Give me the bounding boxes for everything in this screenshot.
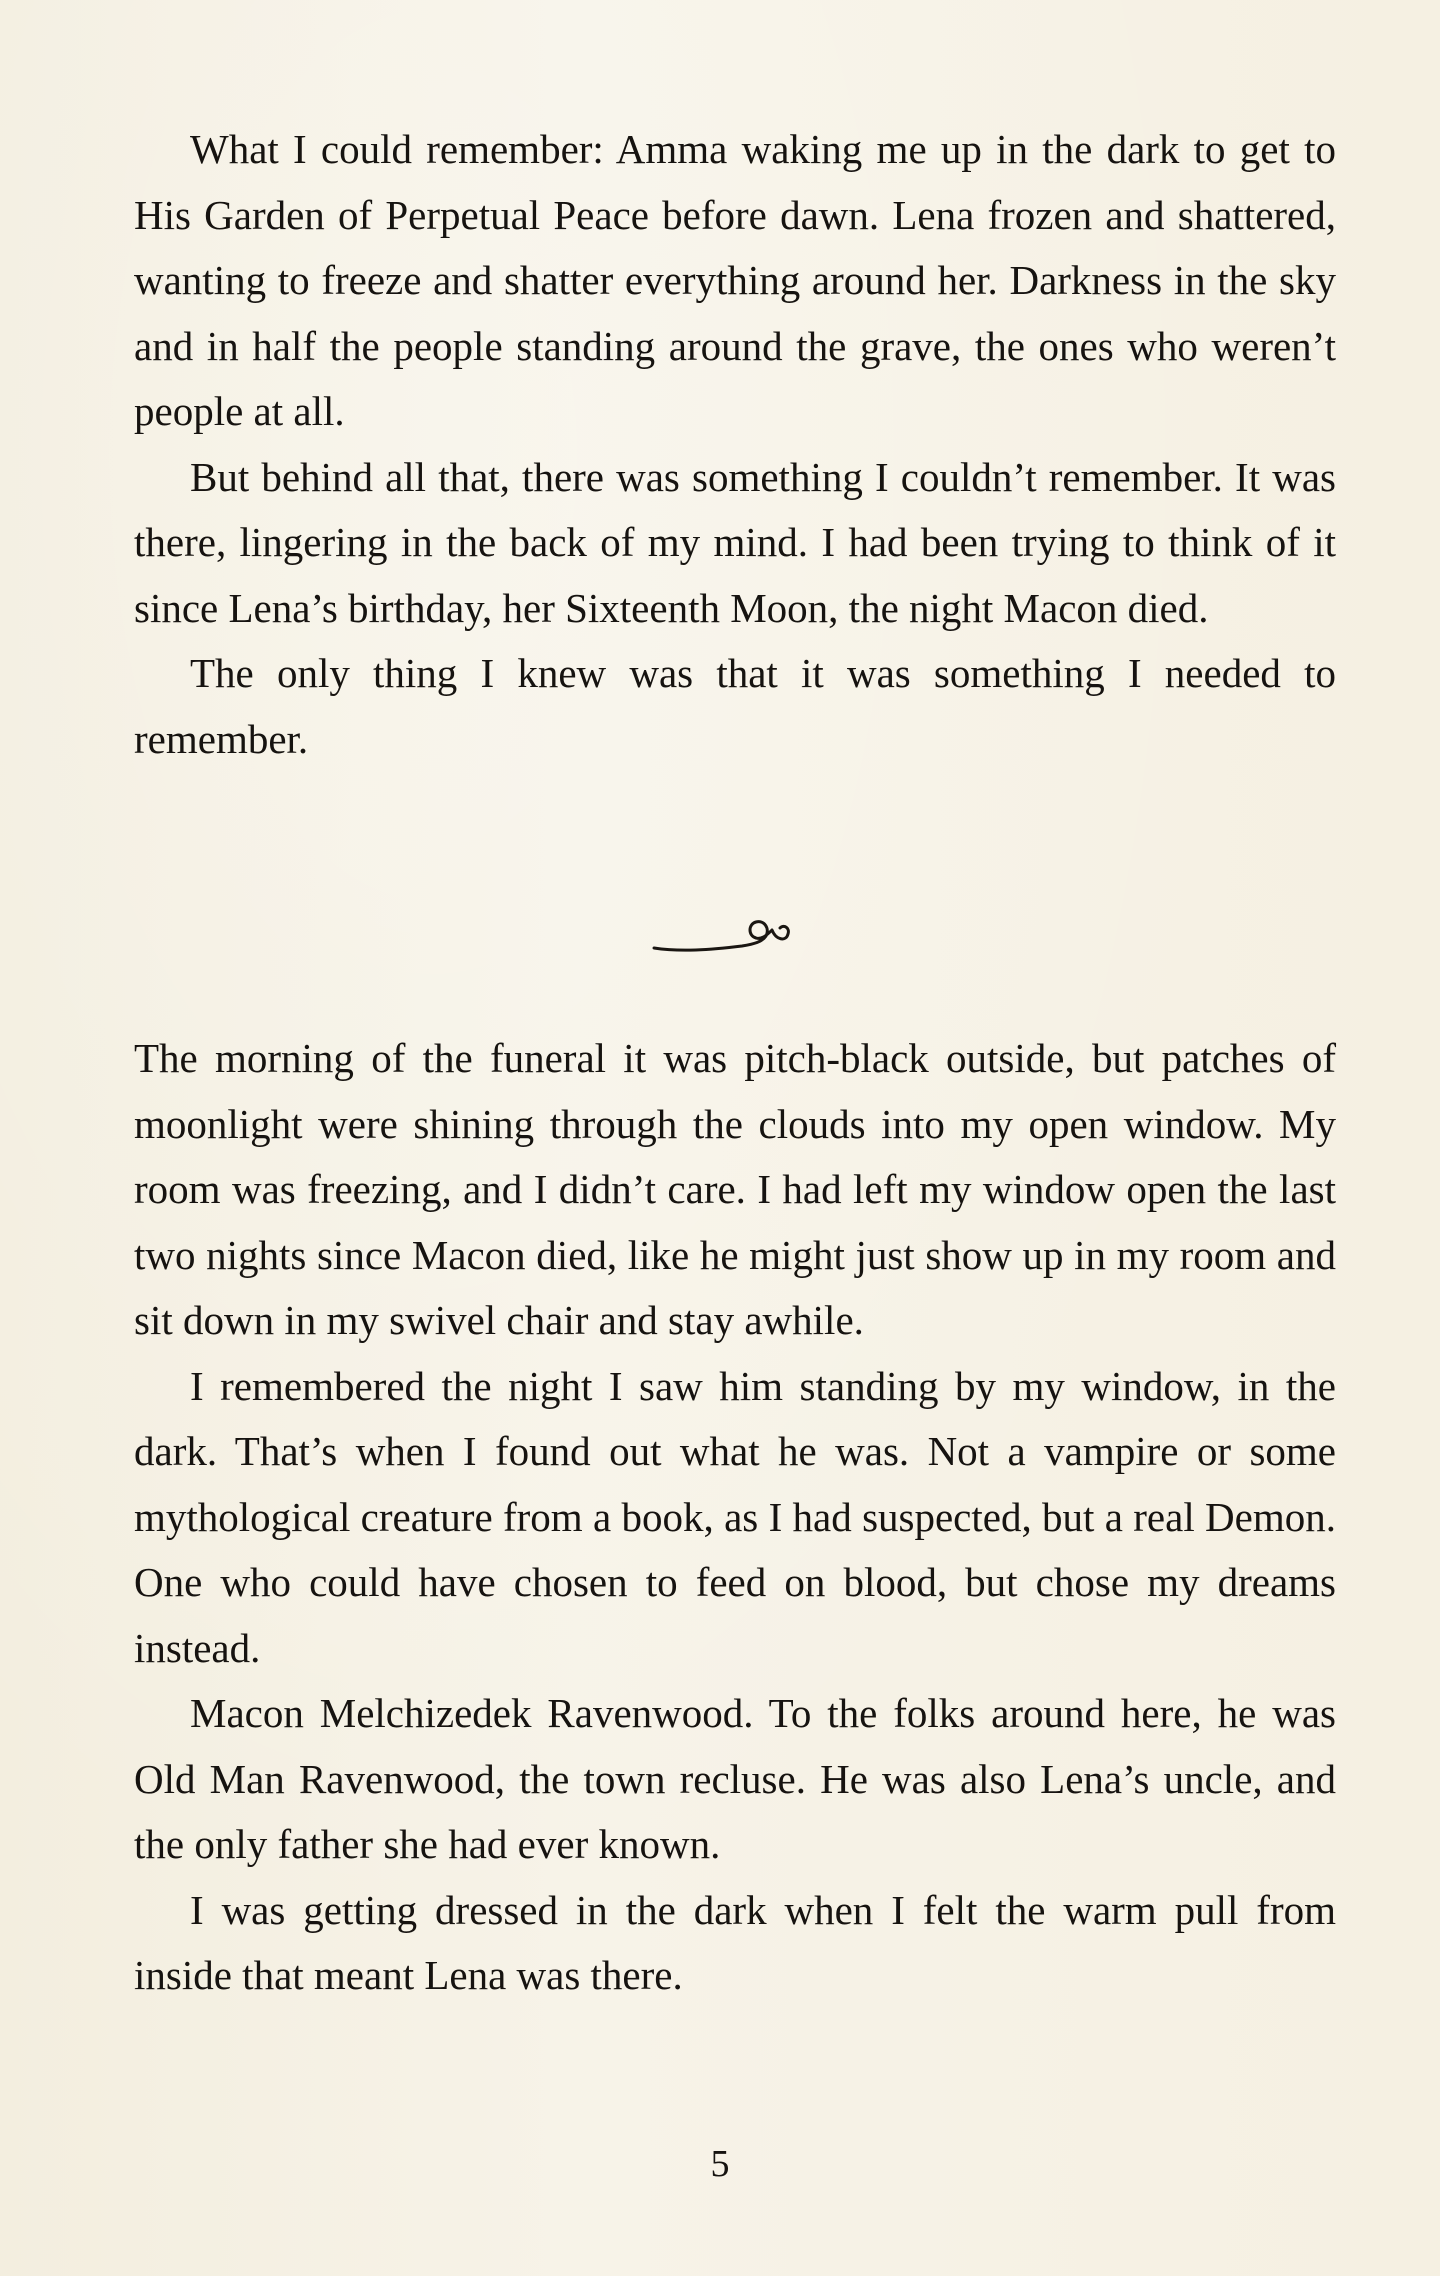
paragraph: What I could remember: Amma waking me up in the dark to get to His Garden of Perpetual Peace before dawn. Lena frozen and shattered, wanting to freeze and shatter everything around her. Darkness in the sky and in half the people standing around the grave, the ones who weren’t people at all. [134, 126, 1336, 434]
section-two [134, 1026, 1336, 2009]
scroll-flourish-icon [650, 912, 800, 958]
paragraph: But behind all that, there was something I couldn’t remember. It was there, lingering in the back of my mind. I had been trying to think of it since Lena’s birthday, her Sixteenth Moon, the night Macon died. [134, 453, 1336, 631]
paragraph: I was getting dressed in the dark when I felt the warm pull from inside that meant Lena was there. [134, 1886, 1336, 1998]
paragraph: The morning of the funeral it was pitch-black outside, but patches of moonlight were shining through the clouds into my open window. My room was freezing, and I didn’t care. I had left my window open the last two nights since Macon died, like he might just show up in my room and sit down in my swivel chair and stay awhile. [134, 1035, 1336, 1343]
paragraph: The only thing I knew was that it was something I needed to remember. [134, 650, 1336, 762]
page-number: 5 [710, 2143, 730, 2185]
paragraph: Macon Melchizedek Ravenwood. To the folks around here, he was Old Man Ravenwood, the town recluse. He was also Lena’s uncle, and the only father she had ever known. [134, 1690, 1336, 1867]
paragraph: I remembered the night I saw him standing by my window, in the dark. That’s when I found out what he was. Not a vampire or some mythological creature from a book, as I had suspected, but a real Demon. One who could have chosen to feed on blood, but chose my dreams instead. [134, 1362, 1336, 1671]
section-one [134, 117, 1336, 772]
